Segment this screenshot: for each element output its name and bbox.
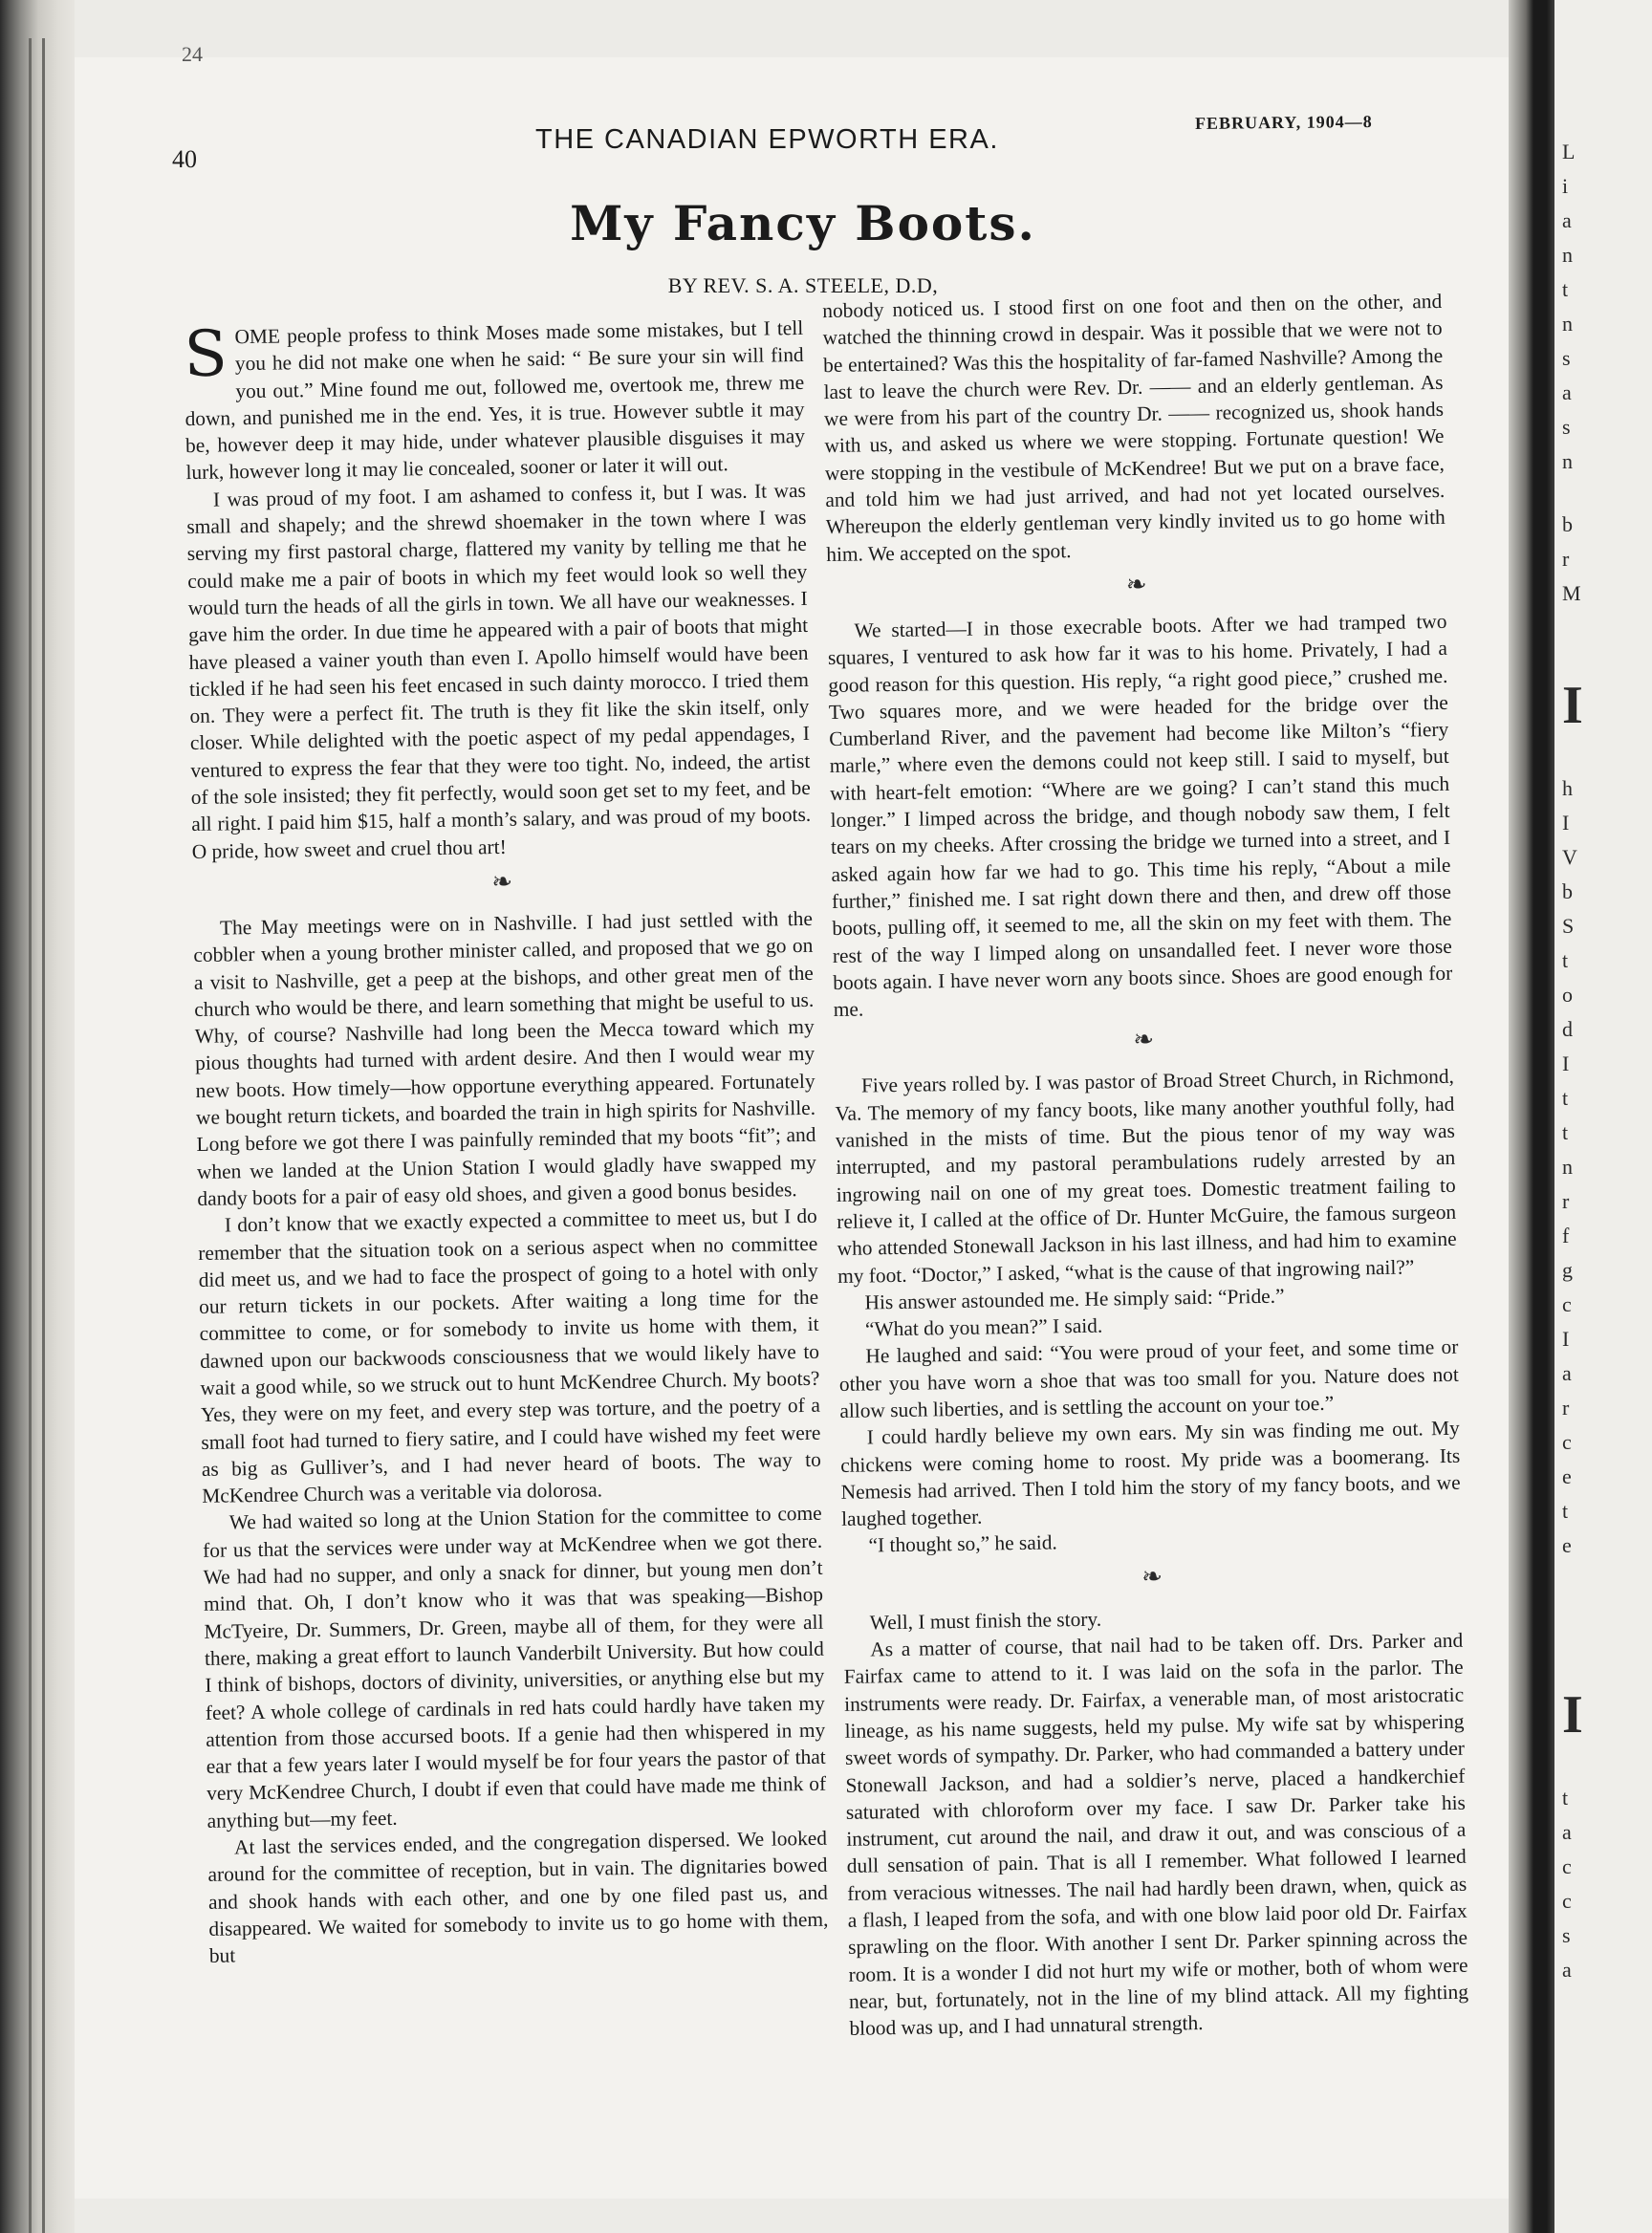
facing-page-fragment: r xyxy=(1562,547,1570,571)
article-paragraph xyxy=(203,1500,827,1834)
paragraph-text: At last the services ended, and the congregation dispersed. We looked around for the committee of reception, but in vain. The dignitaries bowed and shook hands with each other, and one by one filed past us, and disappeared. We waited for somebody to invite us to go home with them, but xyxy=(207,1826,829,1968)
facing-page-fragment: e xyxy=(1562,1533,1572,1557)
binding-rule xyxy=(42,38,45,2233)
facing-page-fragment: s xyxy=(1562,1923,1571,1947)
facing-page-fragment: d xyxy=(1562,1017,1573,1041)
facing-page-fragment: I xyxy=(1562,1327,1570,1351)
facing-page-fragment: I xyxy=(1562,676,1583,735)
fleuron-icon: ❧ xyxy=(1133,1026,1155,1054)
facing-page-fragment: t xyxy=(1562,1120,1569,1144)
facing-page-fragment: t xyxy=(1562,277,1569,301)
facing-page-fragment: b xyxy=(1562,512,1573,536)
page-number: 40 xyxy=(172,145,197,173)
paragraph-text: “I thought so,” he said. xyxy=(868,1530,1057,1557)
paragraph-text: “What do you mean?” I said. xyxy=(864,1313,1103,1341)
paragraph-text: We started—I in those execrable boots. After we had tramped two squares, I ventured to ask how far it was to his home. Privately, I had a good reason for this question. His reply, “a right good piece,” crushed me. Two squares more, and we were headed for the bridge over the Cumberland River, and the pavement had become like Milton’s “fiery marle,” where even the demons could not keep still. I said to myself, but with heart-felt emotion: “Where are we going? I can’t stand this much longer.” I limped across the bridge, and though nobody saw them, I felt tears on my cheeks. After crossing the bridge we turned into a street, and I asked again how far we had to go. This time his reply, “About a mile further,” finished me. I sat right down there and then, and drew off those boots, pulling off, it seemed to me, all the skin on my feet with them. The rest of the way I limped along on unsandalled feet. I never wore those boots again. I have never worn any boots since. Shoes are good enough for me. xyxy=(827,609,1453,1022)
article-paragraph xyxy=(186,477,812,865)
facing-page-fragment: I xyxy=(1562,1685,1583,1745)
facing-page-fragment: h xyxy=(1562,776,1573,800)
article-paragraph xyxy=(207,1825,829,1970)
facing-page-fragment: S xyxy=(1562,914,1575,938)
facing-page-fragment: c xyxy=(1562,1889,1572,1913)
masthead: THE CANADIAN EPWORTH ERA. xyxy=(535,124,999,155)
article-paragraph xyxy=(838,1333,1459,1424)
facing-page-fragment: a xyxy=(1562,380,1572,404)
folio-top: 24 xyxy=(182,42,203,66)
facing-page-fragment: a xyxy=(1562,1958,1572,1982)
issue-date: FEBRUARY, 1904—8 xyxy=(1194,112,1373,133)
facing-page-fragment: n xyxy=(1562,449,1573,473)
facing-page-fragment: t xyxy=(1562,1086,1569,1110)
article-paragraph xyxy=(840,1415,1462,1532)
facing-page-fragment: I xyxy=(1562,811,1570,835)
facing-page-fragment: c xyxy=(1562,1854,1572,1878)
article-paragraph xyxy=(822,288,1446,568)
facing-page-fragment: n xyxy=(1562,312,1573,336)
facing-page-fragment: c xyxy=(1562,1292,1572,1316)
article-paragraph xyxy=(184,314,806,487)
facing-page-fragment: a xyxy=(1562,1361,1572,1385)
facing-page-fragment: b xyxy=(1562,879,1573,903)
left-column xyxy=(184,314,831,2112)
facing-page-fragment: t xyxy=(1562,1786,1569,1810)
binding-rule xyxy=(29,38,32,2233)
paragraph-text: His answer astounded me. He simply said: “Pride.” xyxy=(864,1284,1285,1314)
facing-page-fragment: f xyxy=(1562,1224,1570,1247)
facing-page-fragment: r xyxy=(1562,1396,1570,1420)
facing-page-fragment: a xyxy=(1562,208,1572,232)
facing-page-fragment: n xyxy=(1562,243,1573,267)
facing-page-fragment: I xyxy=(1562,1051,1570,1075)
article-paragraph xyxy=(827,608,1453,1024)
facing-page-fragment: c xyxy=(1562,1430,1572,1454)
paragraph-text: We had waited so long at the Union Station for the committee to come for us that the services were under way at McKendree when we got there. We had had no supper, and only a snack for dinner, but young men don’t mind that. Oh, I don’t know who it was that was speaking—Bishop McTyeire, Dr. Summers, Dr. Green, maybe all of them, for they were all there, making a great effort to launch Vanderbilt University. But how could I think of bishops, doctors of divinity, universities, or anything else but my feet? A whole college of cardinals in red hats could hardly have taken my attention from those accursed boots. If a genie had then whispered in my ear that a few years later I would myself be for four years the pastor of that very McKendree Church, I doubt if even that could have made me think of anything but—my feet. xyxy=(203,1502,827,1832)
facing-page-fragment: V xyxy=(1562,845,1577,869)
facing-page-fragment: t xyxy=(1562,1499,1569,1523)
paragraph-text: He laughed and said: “You were proud of your feet, and some time or other you have worn a shoe that was too small for you. Nature does not allow such liberties, and is settling the account on your toe.” xyxy=(838,1335,1460,1422)
paragraph-text: Well, I must finish the story. xyxy=(869,1607,1102,1635)
article-paragraph xyxy=(193,905,817,1212)
facing-page-edge xyxy=(1554,0,1652,2233)
facing-page-fragment: t xyxy=(1562,948,1569,972)
article-paragraph xyxy=(198,1203,822,1509)
page-gutter xyxy=(1509,0,1554,2233)
paragraph-text: nobody noticed us. I stood first on one foot and then on the other, and watched the thinning crowd in despair. Was it possible that we were not to be entertained? Was this the hospitality of far-famed Nashville? Among the last to leave the church were Rev. Dr. —— and an elderly gentleman. As we were from his part of the country Dr. —— recognized us, shook hands with us, and asked us where we were stopping. Fortunate question! We were stopping in the vestibule of McKendree! But we put on a brave face, and told him we had just arrived, and had not yet located ourselves. Whereupon the elderly gentleman very kindly invited us to go home with him. We accepted on the spot. xyxy=(822,289,1446,566)
paragraph-text: Five years rolled by. I was pastor of Broad Street Church, in Richmond, Va. The memory of my fancy boots, like many another youthful folly, had vanished in the mists of time. But the pious tenor of my way was interrupted, and my pastoral perambulations rudely arrested by an ingrowing nail on one of my great toes. Domestic treatment failing to relieve it, I called at the office of Dr. Hunter McGuire, the famous surgeon who attended Stonewall Jackson in his last illness, and had him to examine my foot. “Doctor,” I asked, “what is the cause of that ingrowing nail?” xyxy=(835,1065,1457,1288)
binding-edge-left xyxy=(0,0,75,2233)
facing-page-fragment: s xyxy=(1562,346,1571,370)
paragraph-text: As a matter of course, that nail had to be taken off. Drs. Parker and Fairfax came to attend to it. I was laid on the sofa in the parlor. The instruments were ready. Dr. Fairfax, a venerable man, of most aristocratic lineage, as his name suggests, held my pulse. My wife sat by whispering sweet words of sympathy. Dr. Parker, who had commanded a battery under Stonewall Jackson, and had a soldier’s nerve, placed a handkerchief saturated with chloroform over my face. I saw Dr. Parker take his instrument, cut around the nail, and draw it out, and was conscious of a dull sensation of pain. That is all I remember. What followed I learned from veracious witnesses. The nail had hardly been drawn, when, quick as a flash, I leaped from the sofa, and with one blow laid poor old Dr. Fairfax sprawling on the floor. With another I sent Dr. Parker spinning across the room. It is a wonder I did not hurt my wife or mother, both of whom were near, but, fortunately, not in the line of my blind attack. All my fighting blood was up, and I had unnatural strength. xyxy=(843,1628,1469,2041)
facing-page-fragment: M xyxy=(1562,581,1581,605)
paragraph-text: I could hardly believe my own ears. My sin was finding me out. My chickens were coming home to roost. My pride was a boomerang. Its Nemesis had arrived. Then I told him the story of my fancy boots, and we laughed together. xyxy=(840,1417,1461,1531)
article-byline: BY REV. S. A. STEELE, D.D, xyxy=(667,273,939,297)
facing-page-fragment: s xyxy=(1562,415,1571,439)
facing-page-fragment: r xyxy=(1562,1189,1570,1213)
facing-page-fragment: o xyxy=(1562,983,1573,1007)
facing-page-fragment: e xyxy=(1562,1464,1572,1488)
right-column xyxy=(822,288,1469,2085)
paragraph-text: OME people profess to think Moses made some mistakes, but I tell you he did not make one when he said: “ Be sure your sin will find you out.” Mine found me out, followed me, overtook me, threw me down, and punished me in the end. Yes, it is true. However subtle it may be, however deep it may hide, under whatever plausible disguises it may lurk, however long it may lie concealed, sooner or later it will out. xyxy=(185,315,806,485)
paragraph-text: I don’t know that we exactly expected a committee to meet us, but I do remember that the situation took on a serious aspect when no committee did meet us, and we had to face the prospect of going to a hotel with only our return tickets in our pockets. After waiting a long time for the committee to come, or for somebody to invite us home with them, it dawned upon our backwoods consciousness that we would likely have to wait a good while, so we struck out to hunt McKendree Church. My boots? Yes, they were on my feet, and every step was torture, and the poetry of a small foot had turned to fiery satire, and I could have wished my feet were as big as Gulliver’s, and I had never heard of boots. The way to McKendree Church was a veritable via dolorosa. xyxy=(198,1203,821,1508)
paragraph-text: The May meetings were on in Nashville. I had just settled with the cobbler when a young brother minister called, and proposed that we go on a visit to Nashville, get a peep at the bishops, and other great men of the church who would be there, and learn something that might be useful to us. Why, of course? Nashville had long been the Mecca toward which my pious thoughts had turned with ardent desire. And then I would wear my new boots. How timely—how opportune everything appeared. Fortunately we bought return tickets, and boarded the train in high spirits for Nashville. Long before we got there I was painfully reminded that my boots “fit”; and when we landed at the Union Station I would gladly have swapped my dandy boots for a pair of easy old shoes, and given a good bonus besides. xyxy=(193,906,817,1210)
paragraph-text: I was proud of my foot. I am ashamed to confess it, but I was. It was small and shapely; and the shrewd shoemaker in the town where I was serving my first pastoral charge, flattered my vanity by telling me that he could make me a pair of boots in which my feet would look so well they would turn the heads of all the girls in town. We all have our weaknesses. I gave him the order. In due time he appeared with a pair of boots that might have pleased a vainer youth than even I. Apollo himself would have been tickled if he had seen his feet encased in such dainty morocco. I tried them on. They were a perfect fit. The truth is they fit like the skin itself, only closer. While delighted with the poetic aspect of my pedal appendages, I ventured to express the fear that they were too tight. No, indeed, the artist of the sole insisted; they fit perfectly, would soon get set to my feet, and be all right. I paid him $15, half a month’s salary, and was proud of my boots. O pride, how sweet and cruel thou art! xyxy=(186,478,812,863)
fleuron-icon: ❧ xyxy=(1141,1562,1163,1591)
article-title: My Fancy Boots. xyxy=(570,195,1036,251)
drop-cap: S xyxy=(184,316,228,392)
fleuron-icon: ❧ xyxy=(1125,570,1147,599)
facing-page-fragment: g xyxy=(1562,1258,1573,1282)
facing-page-fragment: i xyxy=(1562,174,1569,198)
article-paragraph xyxy=(835,1063,1457,1290)
article-paragraph xyxy=(843,1627,1469,2043)
facing-page-fragment: L xyxy=(1562,140,1576,163)
fleuron-icon: ❧ xyxy=(491,867,513,897)
facing-page-fragment: a xyxy=(1562,1820,1572,1844)
facing-page-fragment: n xyxy=(1562,1155,1573,1179)
